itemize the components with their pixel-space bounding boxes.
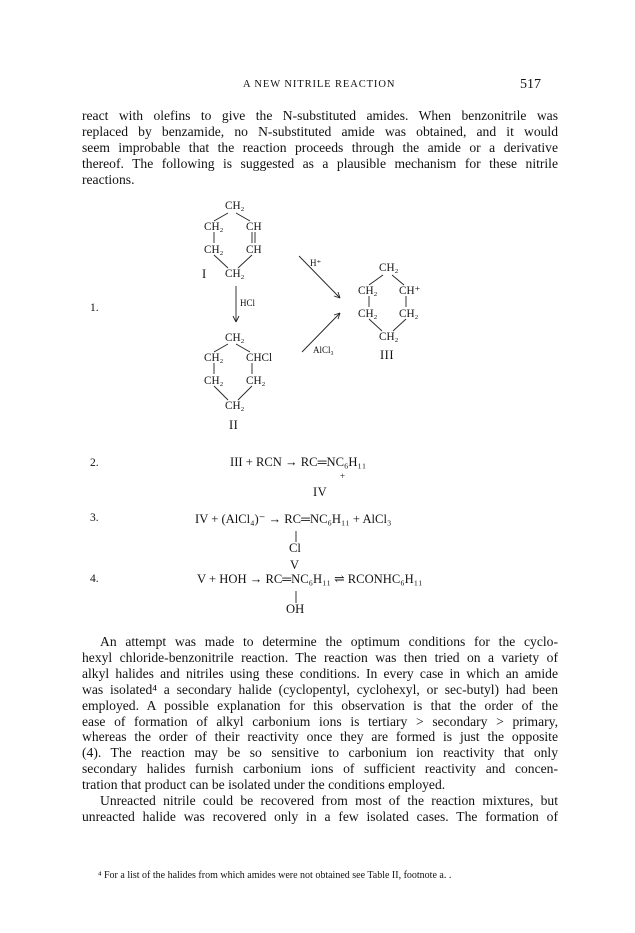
text-line: thereof. The following is suggested as a plausible mechanism for these nitrile bbox=[82, 155, 558, 171]
ring-II-right-lower: CH₂ bbox=[246, 375, 266, 387]
bond bbox=[214, 344, 228, 352]
ring-I-right-upper: CH bbox=[246, 221, 262, 233]
compound-label-I: I bbox=[202, 267, 207, 281]
text-line: ease of formation of alkyl carbonium ions is tertiary > secondary > primary, bbox=[82, 713, 558, 729]
text-line: hexyl chloride-benzonitrile reaction. The reaction was then tried on a variety of bbox=[82, 649, 558, 665]
bond bbox=[214, 213, 228, 221]
ring-III-top: CH₂ bbox=[379, 262, 399, 274]
equation-4-substituent: OH bbox=[286, 602, 305, 616]
text-line: whereas the order of their reactivity once they are formed is just the opposite bbox=[82, 729, 558, 745]
text-line: unreacted halide was recovered only in a few isolated cases. The formation of bbox=[82, 808, 558, 824]
equation-2: III + RCN → RC═NC₆H₁₁ bbox=[230, 455, 367, 469]
equation-number-4: 4. bbox=[90, 573, 99, 585]
ring-I-bottom: CH₂ bbox=[225, 268, 245, 280]
compound-label-V: V bbox=[290, 558, 300, 572]
equation-2-charge: + bbox=[340, 471, 346, 481]
ring-II-bottom: CH₂ bbox=[225, 400, 245, 412]
compound-label-IV: IV bbox=[313, 485, 328, 499]
footnote: ⁴ For a list of the halides from which amides were not obtained see Table II, footnote a. . bbox=[98, 870, 452, 881]
equation-number-2: 2. bbox=[90, 457, 99, 469]
text-line: employed. A possible explanation for this observation is that the order of the bbox=[82, 697, 558, 713]
ring-III-right-lower: CH₂ bbox=[399, 308, 419, 320]
ring-I-left-upper: CH₂ bbox=[204, 221, 224, 233]
text-line: Unreacted nitrile could be recovered from most of the reaction mixtures, but bbox=[100, 793, 558, 808]
ring-II-right-upper: CHCl bbox=[246, 352, 273, 364]
equation-3: IV + (AlCl₄)⁻ → RC═NC₆H₁₁ + AlCl₃ bbox=[195, 512, 392, 526]
text-line: An attempt was made to determine the optimum conditions for the cyclo- bbox=[100, 634, 558, 649]
body-paragraph bbox=[82, 634, 558, 793]
equation-number-1: 1. bbox=[90, 302, 99, 314]
bond bbox=[238, 255, 252, 268]
ring-III-left-lower: CH₂ bbox=[358, 308, 378, 320]
compound-label-III: III bbox=[380, 348, 394, 362]
reagent-h-plus: H⁺ bbox=[310, 258, 322, 268]
ring-I-top: CH₂ bbox=[225, 200, 245, 212]
text-line: react with olefins to give the N-substituted amides. When benzonitrile was bbox=[82, 108, 558, 123]
bond bbox=[236, 344, 250, 352]
bond bbox=[369, 319, 382, 331]
bond bbox=[238, 386, 252, 400]
text-line: reactions. bbox=[82, 171, 135, 187]
text-line: replaced by benzamide, no N-substituted amide was obtained, and it would bbox=[82, 123, 558, 139]
text-line: secondary halides furnish carbonium ions of sufficient reactivity and concen- bbox=[82, 761, 558, 777]
compound-label-II: II bbox=[229, 418, 239, 432]
text-line: (4). The reaction may be so sensitive to carbonium ion reactivity that only bbox=[82, 745, 558, 761]
ring-I-right-lower: CH bbox=[246, 244, 262, 256]
text-line: seem improbable that the reaction proceeds through the amide or a derivative bbox=[82, 139, 558, 155]
text-line: alkyl halides and nitriles using these conditions. In every case in which an amide bbox=[82, 665, 558, 681]
bond bbox=[369, 275, 383, 285]
ring-II-top: CH₂ bbox=[225, 332, 245, 344]
ring-II-left-lower: CH₂ bbox=[204, 375, 224, 387]
bond bbox=[214, 255, 228, 268]
bond bbox=[236, 213, 250, 221]
ring-III-right-upper: CH⁺ bbox=[399, 285, 421, 297]
text-line: was isolated⁴ a secondary halide (cyclopentyl, cyclohexyl, or sec-butyl) had been bbox=[82, 681, 558, 697]
ring-III-left-upper: CH₂ bbox=[358, 285, 378, 297]
ring-III-bottom: CH₂ bbox=[379, 331, 399, 343]
equation-3-substituent: Cl bbox=[289, 541, 301, 555]
reagent-alcl3: AlCl₃ bbox=[313, 345, 334, 355]
bond bbox=[214, 386, 228, 400]
text-line: tration that product can be isolated under the conditions employed. bbox=[82, 777, 446, 793]
equation-4: V + HOH → RC═NC₆H₁₁ ⇌ RCONHC₆H₁₁ bbox=[197, 572, 423, 586]
page-number: 517 bbox=[520, 77, 541, 92]
ring-I-left-lower: CH₂ bbox=[204, 244, 224, 256]
bond bbox=[392, 275, 404, 285]
reagent-hcl: HCl bbox=[240, 298, 256, 308]
running-title: A NEW NITRILE REACTION bbox=[243, 79, 396, 90]
bond bbox=[393, 319, 406, 331]
equation-number-3: 3. bbox=[90, 512, 99, 524]
ring-II-left-upper: CH₂ bbox=[204, 352, 224, 364]
body-paragraph bbox=[82, 793, 558, 825]
